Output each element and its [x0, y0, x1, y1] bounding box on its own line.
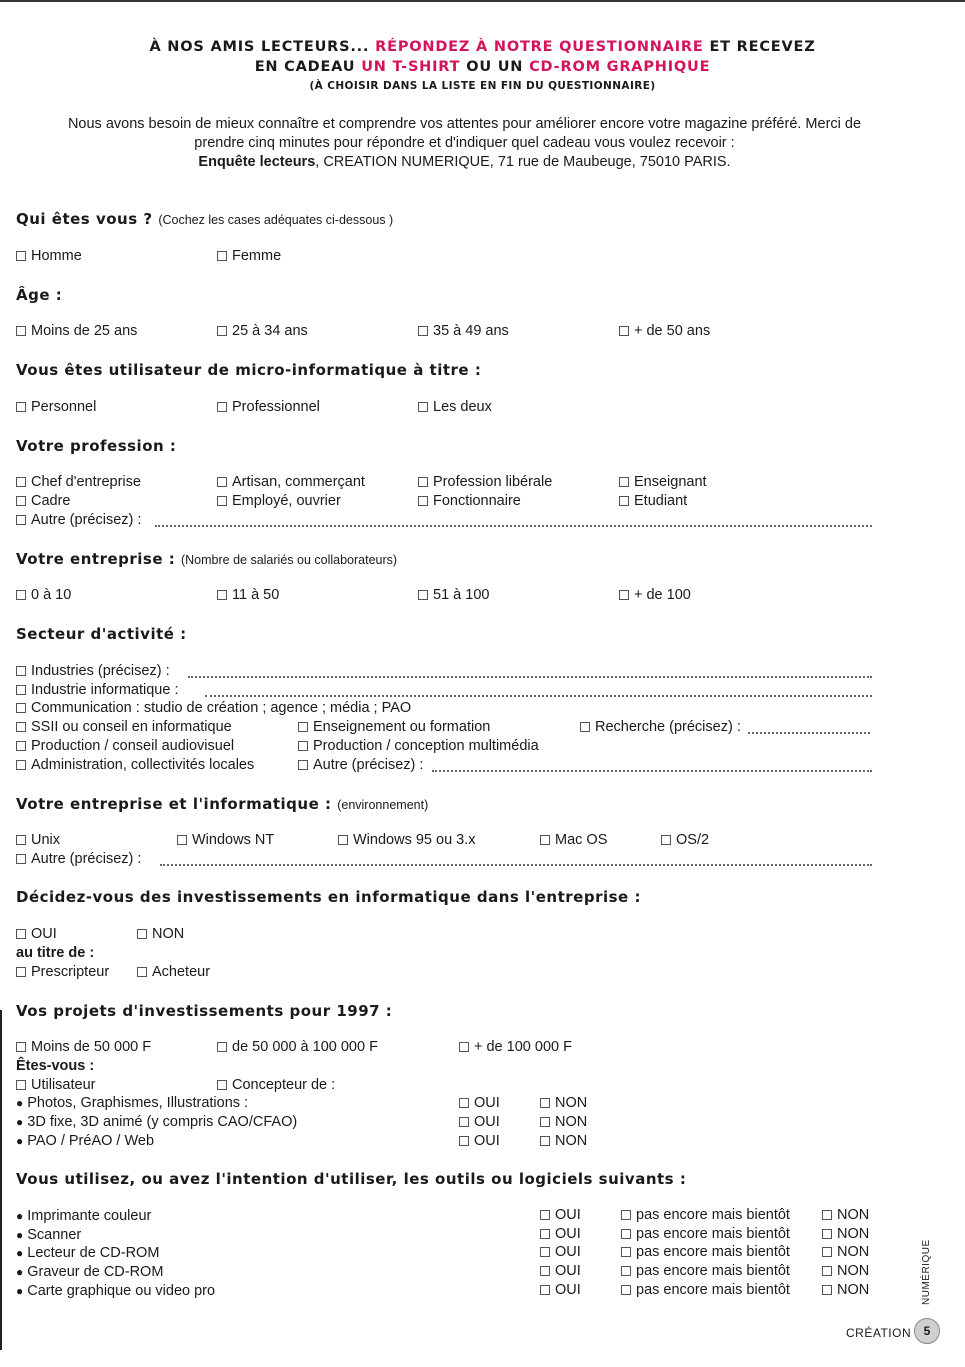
checkbox-chef-entreprise[interactable]	[16, 474, 141, 490]
section-title: Votre entreprise et l'informatique :	[16, 795, 332, 813]
checkbox-graveur-non[interactable]	[822, 1263, 869, 1279]
option-label: Recherche (précisez) :	[595, 719, 741, 735]
checkbox-femme[interactable]	[217, 248, 281, 264]
intro-label: Enquête lecteurs	[198, 154, 316, 170]
checkbox-square-icon[interactable]	[822, 1285, 832, 1295]
checkbox-budget-under-50k[interactable]	[16, 1039, 151, 1055]
option-label: Utilisateur	[31, 1077, 96, 1093]
section-it-title	[16, 795, 428, 813]
checkbox-square-icon[interactable]	[459, 1098, 469, 1108]
checkbox-square-icon[interactable]	[822, 1266, 832, 1276]
checkbox-square-icon[interactable]	[177, 835, 187, 845]
checkbox-square-icon[interactable]	[16, 703, 26, 713]
option-label: OUI	[555, 1263, 581, 1279]
option-label: NON	[837, 1207, 870, 1223]
option-label: 0 à 10	[31, 587, 72, 603]
checkbox-professionnel[interactable]	[217, 399, 320, 415]
option-label: Chef d'entreprise	[31, 474, 141, 490]
checkbox-square-icon[interactable]	[16, 760, 26, 770]
checkbox-3d-oui[interactable]	[459, 1114, 500, 1130]
option-label: 11 à 50	[232, 587, 280, 603]
checkbox-scanner-oui[interactable]	[540, 1226, 581, 1242]
checkbox-square-icon[interactable]	[16, 967, 26, 977]
invest-role-label: au titre de :	[16, 945, 95, 961]
checkbox-square-icon[interactable]	[621, 1266, 631, 1276]
checkbox-square-icon[interactable]	[418, 402, 428, 412]
bullet-icon: ●	[16, 1246, 24, 1260]
left-margin-rule	[0, 1010, 2, 1350]
checkbox-square-icon[interactable]	[619, 477, 629, 487]
checkbox-square-icon[interactable]	[217, 251, 227, 261]
checkbox-unix[interactable]	[16, 832, 60, 848]
checkbox-ssii[interactable]	[16, 719, 232, 735]
checkbox-square-icon[interactable]	[16, 666, 26, 676]
header-line-2	[0, 59, 965, 75]
checkbox-les-deux[interactable]	[418, 399, 492, 415]
checkbox-square-icon[interactable]	[540, 1266, 550, 1276]
checkbox-square-icon[interactable]	[16, 496, 26, 506]
checkbox-square-icon[interactable]	[822, 1210, 832, 1220]
checkbox-administration[interactable]	[16, 757, 254, 773]
option-label: OUI	[474, 1133, 500, 1149]
option-label: Enseignement ou formation	[313, 719, 491, 735]
option-label: NON	[837, 1263, 870, 1279]
header-highlight: RÉPONDEZ À NOTRE QUESTIONNAIRE	[375, 39, 704, 55]
option-label: + de 50 ans	[634, 323, 711, 339]
option-label: Artisan, commerçant	[232, 474, 365, 490]
option-label: pas encore mais bientôt	[636, 1282, 790, 1298]
tools-item-scanner	[16, 1227, 81, 1243]
option-label: Communication : studio de création ; agence ; média ; PAO	[31, 700, 412, 716]
checkbox-square-icon[interactable]	[418, 326, 428, 336]
header-text: ET RECEVEZ	[709, 39, 816, 55]
checkbox-audiovisuel[interactable]	[16, 738, 234, 754]
option-label: NON	[555, 1114, 588, 1130]
section-subtitle: (environnement)	[337, 798, 429, 812]
checkbox-square-icon[interactable]	[338, 835, 348, 845]
checkbox-square-icon[interactable]	[540, 1210, 550, 1220]
option-label: Industries (précisez) :	[31, 663, 170, 679]
option-label: Profession libérale	[433, 474, 553, 490]
bullet-icon: ●	[16, 1265, 24, 1279]
option-label: Lecteur de CD-ROM	[27, 1245, 160, 1261]
checkbox-square-icon[interactable]	[298, 722, 308, 732]
bullet-icon: ●	[16, 1134, 24, 1148]
option-label: Autre (précisez) :	[313, 757, 424, 773]
checkbox-square-icon[interactable]	[459, 1136, 469, 1146]
checkbox-size-51-100[interactable]	[418, 587, 489, 603]
option-label: PAO / PréAO / Web	[27, 1133, 155, 1149]
section-profession-title: Votre profession :	[16, 437, 177, 455]
option-label: OUI	[555, 1207, 581, 1223]
checkbox-etudiant[interactable]	[619, 493, 687, 509]
checkbox-square-icon[interactable]	[16, 402, 26, 412]
option-label: Windows NT	[192, 832, 275, 848]
checkbox-graveur-oui[interactable]	[540, 1263, 581, 1279]
checkbox-scanner-bientot[interactable]	[621, 1226, 790, 1242]
checkbox-square-icon[interactable]	[16, 477, 26, 487]
checkbox-carte-bientot[interactable]	[621, 1282, 790, 1298]
checkbox-square-icon[interactable]	[217, 496, 227, 506]
checkbox-square-icon[interactable]	[418, 477, 428, 487]
checkbox-square-icon[interactable]	[621, 1247, 631, 1257]
checkbox-square-icon[interactable]	[540, 835, 550, 845]
checkbox-industrie-informatique[interactable]	[16, 682, 179, 698]
checkbox-carte-non[interactable]	[822, 1282, 869, 1298]
tools-item-carte-graphique	[16, 1283, 215, 1299]
checkbox-lecteur-non[interactable]	[822, 1244, 869, 1260]
option-label: Fonctionnaire	[433, 493, 521, 509]
checkbox-budget-50k-100k[interactable]	[217, 1039, 378, 1055]
checkbox-invest-non[interactable]	[137, 926, 184, 942]
option-label: pas encore mais bientôt	[636, 1226, 790, 1242]
option-label: OS/2	[676, 832, 710, 848]
checkbox-square-icon[interactable]	[16, 590, 26, 600]
option-label: Carte graphique ou video pro	[27, 1283, 216, 1299]
checkbox-square-icon[interactable]	[217, 590, 227, 600]
checkbox-graveur-bientot[interactable]	[621, 1263, 790, 1279]
checkbox-square-icon[interactable]	[540, 1098, 550, 1108]
option-label: Moins de 50 000 F	[31, 1039, 152, 1055]
section-age-title: Âge :	[16, 286, 63, 304]
option-label: 25 à 34 ans	[232, 323, 308, 339]
checkbox-square-icon[interactable]	[822, 1229, 832, 1239]
checkbox-square-icon[interactable]	[137, 967, 147, 977]
checkbox-square-icon[interactable]	[16, 722, 26, 732]
option-label: NON	[152, 926, 185, 942]
checkbox-scanner-non[interactable]	[822, 1226, 869, 1242]
it-other-fill-line[interactable]	[160, 862, 872, 866]
checkbox-personnel[interactable]	[16, 399, 96, 415]
option-label: Moins de 25 ans	[31, 323, 138, 339]
option-label: Imprimante couleur	[27, 1208, 152, 1224]
projects-item-pao	[16, 1133, 154, 1149]
option-label: NON	[837, 1244, 870, 1260]
checkbox-artisan[interactable]	[217, 474, 365, 490]
section-projects-title: Vos projets d'investissements pour 1997 :	[16, 1002, 393, 1020]
option-label: NON	[555, 1095, 588, 1111]
top-rule	[0, 0, 965, 2]
checkbox-age-25-34[interactable]	[217, 323, 308, 339]
checkbox-age-under-25[interactable]	[16, 323, 137, 339]
section-tools-title: Vous utilisez, ou avez l'intention d'utiliser, les outils ou logiciels suivants :	[16, 1170, 687, 1188]
option-label: Homme	[31, 248, 82, 264]
checkbox-square-icon[interactable]	[137, 929, 147, 939]
checkbox-windows-95[interactable]	[338, 832, 476, 848]
option-label: OUI	[474, 1095, 500, 1111]
checkbox-photos-non[interactable]	[540, 1095, 587, 1111]
option-label: NON	[837, 1282, 870, 1298]
checkbox-square-icon[interactable]	[540, 1247, 550, 1257]
checkbox-os2[interactable]	[661, 832, 709, 848]
checkbox-square-icon[interactable]	[217, 402, 227, 412]
profession-other-fill-line[interactable]	[155, 523, 872, 527]
checkbox-square-icon[interactable]	[16, 929, 26, 939]
option-label: Personnel	[31, 399, 97, 415]
tools-item-imprimante	[16, 1208, 151, 1224]
checkbox-size-0-10[interactable]	[16, 587, 71, 603]
recherche-fill-line[interactable]	[748, 730, 870, 734]
section-title: Qui êtes vous ?	[16, 210, 153, 228]
header-line-3: (À CHOISIR DANS LA LISTE EN FIN DU QUESTIONNAIRE)	[309, 80, 656, 92]
checkbox-square-icon[interactable]	[418, 590, 428, 600]
tools-item-graveur-cdrom	[16, 1264, 163, 1280]
option-label: Autre (précisez) :	[31, 851, 142, 867]
checkbox-pao-oui[interactable]	[459, 1133, 500, 1149]
option-label: Graveur de CD-ROM	[27, 1264, 164, 1280]
option-label: Industrie informatique :	[31, 682, 179, 698]
option-label: Mac OS	[555, 832, 608, 848]
header-text: À NOS AMIS LECTEURS...	[149, 39, 370, 55]
option-label: OUI	[474, 1114, 500, 1130]
option-label: OUI	[555, 1244, 581, 1260]
checkbox-enseignant[interactable]	[619, 474, 707, 490]
checkbox-square-icon[interactable]	[540, 1229, 550, 1239]
checkbox-square-icon[interactable]	[16, 1080, 26, 1090]
checkbox-square-icon[interactable]	[621, 1210, 631, 1220]
option-label: Cadre	[31, 493, 71, 509]
sector-other-fill-line[interactable]	[432, 768, 872, 772]
header-text: OU UN	[466, 59, 524, 75]
checkbox-recherche[interactable]	[580, 719, 741, 735]
checkbox-utilisateur[interactable]	[16, 1077, 95, 1093]
checkbox-homme[interactable]	[16, 248, 82, 264]
checkbox-square-icon[interactable]	[217, 477, 227, 487]
section-usage-title: Vous êtes utilisateur de micro-informatique à titre :	[16, 361, 482, 379]
checkbox-concepteur[interactable]	[217, 1077, 335, 1093]
option-label: Administration, collectivités locales	[31, 757, 255, 773]
checkbox-square-icon[interactable]	[217, 326, 227, 336]
checkbox-enseignement[interactable]	[298, 719, 490, 735]
checkbox-size-100-plus[interactable]	[619, 587, 691, 603]
checkbox-square-icon[interactable]	[822, 1247, 832, 1257]
checkbox-square-icon[interactable]	[619, 496, 629, 506]
checkbox-3d-non[interactable]	[540, 1114, 587, 1130]
checkbox-square-icon[interactable]	[298, 760, 308, 770]
checkbox-square-icon[interactable]	[16, 326, 26, 336]
checkbox-square-icon[interactable]	[459, 1042, 469, 1052]
section-subtitle: (Nombre de salariés ou collaborateurs)	[180, 553, 398, 567]
checkbox-square-icon[interactable]	[621, 1229, 631, 1239]
checkbox-profession-liberale[interactable]	[418, 474, 552, 490]
footer-brand-numerique: NUMÉRIQUE	[921, 1239, 932, 1305]
checkbox-profession-autre[interactable]	[16, 512, 141, 528]
option-label: Windows 95 ou 3.x	[353, 832, 476, 848]
checkbox-communication[interactable]	[16, 700, 411, 716]
section-title: Votre entreprise :	[16, 550, 176, 568]
checkbox-acheteur[interactable]	[137, 964, 210, 980]
checkbox-square-icon[interactable]	[459, 1117, 469, 1127]
option-label: Enseignant	[634, 474, 707, 490]
checkbox-square-icon[interactable]	[16, 685, 26, 695]
checkbox-square-icon[interactable]	[16, 251, 26, 261]
intro-line-2: prendre cinq minutes pour répondre et d'indiquer quel cadeau vous voulez recevoir :	[194, 135, 735, 151]
checkbox-square-icon[interactable]	[16, 1042, 26, 1052]
option-label: Acheteur	[152, 964, 211, 980]
tools-item-lecteur-cdrom	[16, 1245, 159, 1261]
projects-item-photos	[16, 1095, 248, 1111]
intro-line-1: Nous avons besoin de mieux connaître et comprendre vos attentes pour améliorer encore votre magazine préféré. Merci de	[67, 116, 862, 132]
checkbox-square-icon[interactable]	[661, 835, 671, 845]
checkbox-lecteur-bientot[interactable]	[621, 1244, 790, 1260]
bullet-icon: ●	[16, 1115, 24, 1129]
option-label: + de 100	[634, 587, 691, 603]
checkbox-imprimante-bientot[interactable]	[621, 1207, 790, 1223]
option-label: Unix	[31, 832, 61, 848]
projects-item-3d	[16, 1114, 297, 1130]
bullet-icon: ●	[16, 1096, 24, 1110]
bullet-icon: ●	[16, 1284, 24, 1298]
checkbox-imprimante-non[interactable]	[822, 1207, 869, 1223]
checkbox-square-icon[interactable]	[16, 741, 26, 751]
checkbox-it-autre[interactable]	[16, 851, 141, 867]
option-label: NON	[555, 1133, 588, 1149]
checkbox-square-icon[interactable]	[217, 1042, 227, 1052]
checkbox-lecteur-oui[interactable]	[540, 1244, 581, 1260]
checkbox-invest-oui[interactable]	[16, 926, 57, 942]
option-label: OUI	[31, 926, 57, 942]
checkbox-cadre[interactable]	[16, 493, 71, 509]
page-number: 5	[914, 1318, 940, 1344]
industries-fill-line[interactable]	[188, 674, 872, 678]
option-label: Scanner	[27, 1227, 82, 1243]
option-label: pas encore mais bientôt	[636, 1263, 790, 1279]
checkbox-pao-non[interactable]	[540, 1133, 587, 1149]
checkbox-employe[interactable]	[217, 493, 341, 509]
bullet-icon: ●	[16, 1209, 24, 1223]
checkbox-carte-oui[interactable]	[540, 1282, 581, 1298]
checkbox-square-icon[interactable]	[619, 590, 629, 600]
projects-role-label: Êtes-vous :	[16, 1058, 95, 1074]
intro-line-3	[12, 153, 917, 172]
checkbox-prescripteur[interactable]	[16, 964, 109, 980]
checkbox-size-11-50[interactable]	[217, 587, 279, 603]
option-label: pas encore mais bientôt	[636, 1207, 790, 1223]
checkbox-multimedia[interactable]	[298, 738, 539, 754]
checkbox-fonctionnaire[interactable]	[418, 493, 521, 509]
section-invest-title: Décidez-vous des investissements en informatique dans l'entreprise :	[16, 888, 641, 906]
checkbox-mac-os[interactable]	[540, 832, 607, 848]
checkbox-square-icon[interactable]	[16, 515, 26, 525]
option-label: pas encore mais bientôt	[636, 1244, 790, 1260]
checkbox-square-icon[interactable]	[217, 1080, 227, 1090]
option-label: Employé, ouvrier	[232, 493, 341, 509]
option-label: OUI	[555, 1226, 581, 1242]
checkbox-square-icon[interactable]	[418, 496, 428, 506]
footer-brand-creation: CRÉATION	[846, 1326, 912, 1340]
header-highlight: CD-ROM GRAPHIQUE	[529, 59, 711, 75]
option-label: Etudiant	[634, 493, 688, 509]
checkbox-square-icon[interactable]	[621, 1285, 631, 1295]
checkbox-industries[interactable]	[16, 663, 170, 679]
option-label: Professionnel	[232, 399, 320, 415]
checkbox-square-icon[interactable]	[16, 854, 26, 864]
industrie-informatique-fill-line[interactable]	[205, 693, 872, 697]
section-identity-title	[16, 210, 393, 228]
checkbox-square-icon[interactable]	[580, 722, 590, 732]
option-label: OUI	[555, 1282, 581, 1298]
option-label: Les deux	[433, 399, 492, 415]
option-label: SSII ou conseil en informatique	[31, 719, 232, 735]
checkbox-imprimante-oui[interactable]	[540, 1207, 581, 1223]
section-sector-title: Secteur d'activité :	[16, 625, 187, 643]
checkbox-square-icon[interactable]	[540, 1285, 550, 1295]
checkbox-square-icon[interactable]	[540, 1136, 550, 1146]
section-company-title	[16, 550, 397, 568]
option-label: 51 à 100	[433, 587, 490, 603]
section-subtitle: (Cochez les cases adéquates ci-dessous )	[158, 213, 394, 227]
option-label: Femme	[232, 248, 282, 264]
checkbox-age-50-plus[interactable]	[619, 323, 710, 339]
header-highlight: UN T-SHIRT	[361, 59, 461, 75]
option-label: Concepteur de :	[232, 1077, 336, 1093]
option-label: Prescripteur	[31, 964, 110, 980]
option-label: 3D fixe, 3D animé (y compris CAO/CFAO)	[27, 1114, 298, 1130]
bullet-icon: ●	[16, 1228, 24, 1242]
checkbox-square-icon[interactable]	[298, 741, 308, 751]
checkbox-windows-nt[interactable]	[177, 832, 274, 848]
checkbox-budget-100k-plus[interactable]	[459, 1039, 572, 1055]
checkbox-square-icon[interactable]	[540, 1117, 550, 1127]
option-label: de 50 000 à 100 000 F	[232, 1039, 378, 1055]
option-label: 35 à 49 ans	[433, 323, 509, 339]
option-label: Photos, Graphismes, Illustrations :	[27, 1095, 249, 1111]
checkbox-age-35-49[interactable]	[418, 323, 509, 339]
option-label: Autre (précisez) :	[31, 512, 142, 528]
checkbox-square-icon[interactable]	[619, 326, 629, 336]
option-label: NON	[837, 1226, 870, 1242]
header-line-1	[0, 39, 965, 55]
intro-address: , CREATION NUMERIQUE, 71 rue de Maubeuge, 75010 PARIS.	[315, 154, 731, 170]
option-label: Production / conseil audiovisuel	[31, 738, 235, 754]
option-label: Production / conception multimédia	[313, 738, 539, 754]
checkbox-photos-oui[interactable]	[459, 1095, 500, 1111]
header-text: EN CADEAU	[254, 59, 356, 75]
option-label: + de 100 000 F	[474, 1039, 572, 1055]
checkbox-sector-autre[interactable]	[298, 757, 423, 773]
checkbox-square-icon[interactable]	[16, 835, 26, 845]
